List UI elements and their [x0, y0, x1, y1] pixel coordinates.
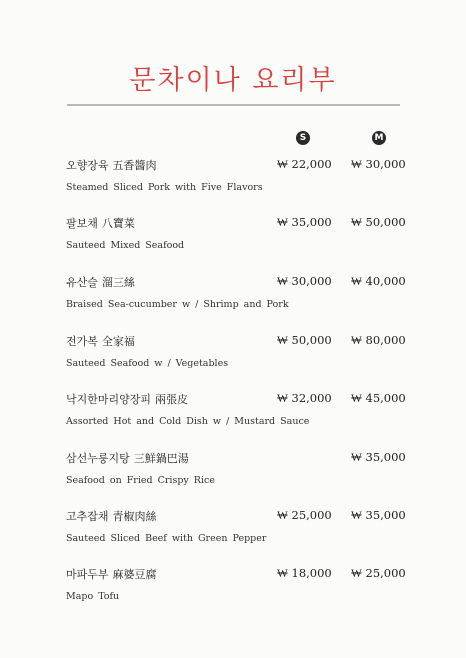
item-name — [66, 333, 135, 349]
item-name-korean: 고추잡채 — [66, 510, 109, 523]
item-price-small: ₩ 30,000 — [277, 274, 332, 288]
item-price-small: ₩ 50,000 — [277, 333, 332, 347]
item-name-hanja: 青椒肉絲 — [112, 510, 157, 523]
item-price-medium: ₩ 35,000 — [351, 508, 406, 522]
item-name-korean: 마파두부 — [66, 568, 109, 581]
item-name — [66, 508, 157, 524]
title-divider — [67, 104, 400, 106]
menu-item — [66, 333, 406, 383]
item-name-korean: 삼선누룽지탕 — [66, 452, 130, 465]
item-name — [66, 157, 157, 173]
item-price-medium: ₩ 25,000 — [351, 566, 406, 580]
item-price-small: ₩ 32,000 — [277, 391, 332, 405]
item-name-english: Sauteed Sliced Beef with Green Pepper — [66, 533, 267, 544]
item-price-small: ₩ 22,000 — [277, 157, 332, 171]
menu-item — [66, 391, 406, 441]
menu-item — [66, 274, 406, 324]
item-name-korean: 유산슬 — [66, 276, 98, 289]
item-name-hanja: 兩張皮 — [155, 393, 189, 406]
item-name-english: Braised Sea-cucumber w / Shrimp and Pork — [66, 299, 289, 310]
item-price-medium: ₩ 35,000 — [351, 450, 406, 464]
item-price-medium: ₩ 45,000 — [351, 391, 406, 405]
item-name-hanja: 麻婆豆腐 — [112, 568, 157, 581]
size-medium-badge: M — [372, 131, 386, 145]
item-name-korean: 낙지한마리양장피 — [66, 393, 152, 406]
size-small-badge: S — [296, 131, 310, 145]
item-name-korean: 오향장육 — [66, 159, 109, 172]
item-name-hanja: 五香醬肉 — [112, 159, 157, 172]
item-price-medium: ₩ 50,000 — [351, 215, 406, 229]
item-name — [66, 566, 157, 582]
item-price-medium: ₩ 30,000 — [351, 157, 406, 171]
item-price-medium: ₩ 40,000 — [351, 274, 406, 288]
item-name — [66, 391, 188, 407]
item-name — [66, 215, 135, 231]
item-name-korean: 전가복 — [66, 335, 98, 348]
menu-item — [66, 508, 406, 558]
item-name-english: Sauteed Seafood w / Vegetables — [66, 358, 229, 369]
item-name — [66, 450, 189, 466]
item-name-hanja: 全家福 — [101, 335, 135, 348]
item-name-korean: 팔보채 — [66, 217, 98, 230]
item-name-hanja: 八寶菜 — [101, 217, 135, 230]
menu-item — [66, 215, 406, 265]
menu-item — [66, 450, 406, 500]
item-name-english: Sauteed Mixed Seafood — [66, 240, 185, 251]
item-price-small: ₩ 18,000 — [277, 566, 332, 580]
menu-item — [66, 566, 406, 616]
item-name-english: Assorted Hot and Cold Dish w / Mustard Sauce — [66, 416, 310, 427]
item-price-small: ₩ 35,000 — [277, 215, 332, 229]
item-name-english: Seafood on Fried Crispy Rice — [66, 475, 215, 486]
item-name-hanja: 溜三絲 — [101, 276, 135, 289]
item-name-english: Mapo Tofu — [66, 591, 120, 602]
page-title: 문차이나 요리부 — [129, 65, 337, 96]
item-price-medium: ₩ 80,000 — [351, 333, 406, 347]
item-name-english: Steamed Sliced Pork with Five Flavors — [66, 182, 263, 193]
menu-item — [66, 157, 406, 207]
item-name-hanja: 三鮮鍋巴湯 — [133, 452, 189, 465]
item-name — [66, 274, 135, 290]
item-price-small: ₩ 25,000 — [277, 508, 332, 522]
